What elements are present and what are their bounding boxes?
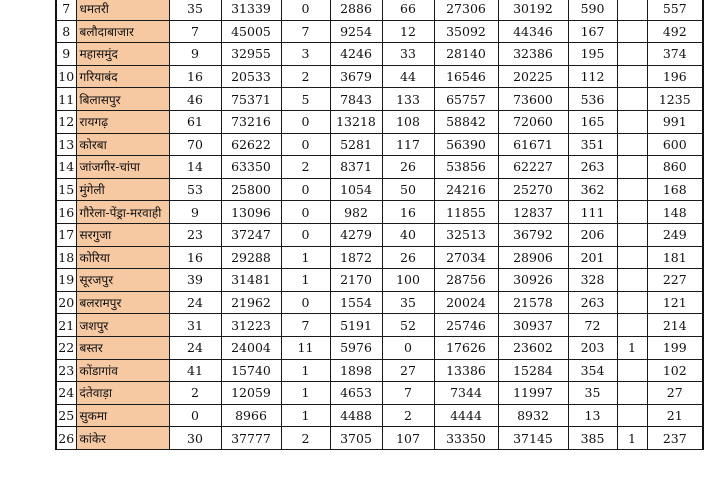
table-row: [56, 201, 703, 224]
serial-number-cell: 15: [56, 178, 76, 201]
value-cell: 72060: [498, 110, 568, 133]
value-cell: 362: [568, 178, 617, 201]
district-covid-table: [55, 0, 704, 450]
value-cell: 32955: [221, 43, 281, 66]
serial-number-cell: 20: [56, 291, 76, 314]
value-cell: 37777: [221, 427, 281, 450]
value-cell: 28756: [434, 269, 498, 292]
value-cell: 27034: [434, 246, 498, 269]
value-cell: [617, 65, 647, 88]
value-cell: 35: [382, 291, 434, 314]
value-cell: 13218: [330, 110, 382, 133]
value-cell: 16: [169, 246, 221, 269]
table-row: [56, 336, 703, 359]
district-name-cell: बलौदाबाजार: [76, 20, 169, 43]
value-cell: 991: [647, 110, 703, 133]
district-name-cell: कांकेर: [76, 427, 169, 450]
value-cell: 39: [169, 269, 221, 292]
serial-number-cell: 7: [56, 0, 76, 20]
value-cell: 11855: [434, 201, 498, 224]
value-cell: 4246: [330, 43, 382, 66]
value-cell: 66: [382, 0, 434, 20]
value-cell: [617, 314, 647, 337]
value-cell: 30: [169, 427, 221, 450]
value-cell: 32513: [434, 223, 498, 246]
value-cell: 5191: [330, 314, 382, 337]
value-cell: [617, 20, 647, 43]
value-cell: 28140: [434, 43, 498, 66]
value-cell: 16: [169, 65, 221, 88]
value-cell: 1: [617, 336, 647, 359]
value-cell: 50: [382, 178, 434, 201]
value-cell: 8371: [330, 156, 382, 179]
value-cell: 0: [169, 404, 221, 427]
value-cell: 100: [382, 269, 434, 292]
value-cell: 1898: [330, 359, 382, 382]
value-cell: 75371: [221, 88, 281, 111]
value-cell: 16: [382, 201, 434, 224]
value-cell: 36792: [498, 223, 568, 246]
value-cell: 102: [647, 359, 703, 382]
value-cell: 203: [568, 336, 617, 359]
value-cell: 227: [647, 269, 703, 292]
value-cell: 12: [382, 20, 434, 43]
serial-number-cell: 23: [56, 359, 76, 382]
value-cell: 70: [169, 133, 221, 156]
value-cell: [617, 133, 647, 156]
value-cell: 11: [281, 336, 330, 359]
value-cell: 63350: [221, 156, 281, 179]
value-cell: 13: [568, 404, 617, 427]
value-cell: 25800: [221, 178, 281, 201]
value-cell: 46: [169, 88, 221, 111]
value-cell: 7: [169, 20, 221, 43]
serial-number-cell: 14: [56, 156, 76, 179]
district-name-cell: जशपुर: [76, 314, 169, 337]
table-row: [56, 88, 703, 111]
value-cell: 1: [281, 404, 330, 427]
value-cell: 7344: [434, 382, 498, 405]
serial-number-cell: 10: [56, 65, 76, 88]
value-cell: 0: [281, 178, 330, 201]
value-cell: 61671: [498, 133, 568, 156]
serial-number-cell: 17: [56, 223, 76, 246]
value-cell: 167: [568, 20, 617, 43]
value-cell: 40: [382, 223, 434, 246]
value-cell: 3705: [330, 427, 382, 450]
table-row: [56, 382, 703, 405]
district-name-cell: गौरेला-पेंड्रा-मरवाही: [76, 201, 169, 224]
table-row: [56, 427, 703, 450]
value-cell: 62227: [498, 156, 568, 179]
district-name-cell: दंतेवाड़ा: [76, 382, 169, 405]
value-cell: [617, 0, 647, 20]
district-table-frame: [55, 0, 691, 477]
value-cell: 33350: [434, 427, 498, 450]
value-cell: 1: [281, 269, 330, 292]
value-cell: 263: [568, 291, 617, 314]
value-cell: 12059: [221, 382, 281, 405]
serial-number-cell: 16: [56, 201, 76, 224]
value-cell: 195: [568, 43, 617, 66]
value-cell: 1: [281, 382, 330, 405]
district-name-cell: सुकमा: [76, 404, 169, 427]
value-cell: 73600: [498, 88, 568, 111]
value-cell: 168: [647, 178, 703, 201]
value-cell: [617, 359, 647, 382]
value-cell: 24004: [221, 336, 281, 359]
district-name-cell: सूरजपुर: [76, 269, 169, 292]
serial-number-cell: 9: [56, 43, 76, 66]
serial-number-cell: 11: [56, 88, 76, 111]
value-cell: 860: [647, 156, 703, 179]
value-cell: 72: [568, 314, 617, 337]
value-cell: 16546: [434, 65, 498, 88]
value-cell: 8966: [221, 404, 281, 427]
value-cell: 5281: [330, 133, 382, 156]
value-cell: 982: [330, 201, 382, 224]
value-cell: 35: [568, 382, 617, 405]
district-name-cell: रायगढ़: [76, 110, 169, 133]
value-cell: 31481: [221, 269, 281, 292]
district-name-cell: महासमुंद: [76, 43, 169, 66]
value-cell: 62622: [221, 133, 281, 156]
value-cell: 12837: [498, 201, 568, 224]
value-cell: 37247: [221, 223, 281, 246]
value-cell: 9: [169, 201, 221, 224]
value-cell: 3: [281, 43, 330, 66]
value-cell: 4488: [330, 404, 382, 427]
value-cell: 27: [647, 382, 703, 405]
value-cell: 263: [568, 156, 617, 179]
value-cell: 7: [382, 382, 434, 405]
value-cell: [617, 291, 647, 314]
value-cell: 354: [568, 359, 617, 382]
value-cell: 11997: [498, 382, 568, 405]
value-cell: 536: [568, 88, 617, 111]
value-cell: 8932: [498, 404, 568, 427]
value-cell: 9254: [330, 20, 382, 43]
value-cell: 0: [281, 201, 330, 224]
serial-number-cell: 25: [56, 404, 76, 427]
value-cell: 25270: [498, 178, 568, 201]
value-cell: 557: [647, 0, 703, 20]
serial-number-cell: 12: [56, 110, 76, 133]
value-cell: 2: [281, 65, 330, 88]
district-name-cell: जांजगीर-चांपा: [76, 156, 169, 179]
value-cell: 31339: [221, 0, 281, 20]
serial-number-cell: 22: [56, 336, 76, 359]
table-row: [56, 178, 703, 201]
value-cell: 32386: [498, 43, 568, 66]
value-cell: 35092: [434, 20, 498, 43]
value-cell: 20225: [498, 65, 568, 88]
value-cell: 53: [169, 178, 221, 201]
value-cell: 23: [169, 223, 221, 246]
value-cell: 35: [169, 0, 221, 20]
value-cell: 15740: [221, 359, 281, 382]
table-row: [56, 359, 703, 382]
district-name-cell: धमतरी: [76, 0, 169, 20]
value-cell: 0: [281, 291, 330, 314]
value-cell: 3679: [330, 65, 382, 88]
value-cell: 0: [281, 0, 330, 20]
value-cell: [617, 43, 647, 66]
table-body: [56, 0, 703, 449]
value-cell: 61: [169, 110, 221, 133]
value-cell: 24216: [434, 178, 498, 201]
district-name-cell: बलरामपुर: [76, 291, 169, 314]
value-cell: 181: [647, 246, 703, 269]
value-cell: [617, 223, 647, 246]
value-cell: 20533: [221, 65, 281, 88]
value-cell: 13386: [434, 359, 498, 382]
value-cell: 1872: [330, 246, 382, 269]
value-cell: 0: [281, 110, 330, 133]
value-cell: 27306: [434, 0, 498, 20]
table-row: [56, 246, 703, 269]
value-cell: 2: [281, 427, 330, 450]
value-cell: 199: [647, 336, 703, 359]
serial-number-cell: 13: [56, 133, 76, 156]
value-cell: 4279: [330, 223, 382, 246]
value-cell: 4444: [434, 404, 498, 427]
value-cell: 201: [568, 246, 617, 269]
value-cell: 15284: [498, 359, 568, 382]
value-cell: 9: [169, 43, 221, 66]
value-cell: 1054: [330, 178, 382, 201]
value-cell: 65757: [434, 88, 498, 111]
district-name-cell: कोरिया: [76, 246, 169, 269]
value-cell: 21578: [498, 291, 568, 314]
value-cell: 30937: [498, 314, 568, 337]
value-cell: [617, 246, 647, 269]
value-cell: 5: [281, 88, 330, 111]
table-row: [56, 43, 703, 66]
value-cell: [617, 178, 647, 201]
value-cell: 117: [382, 133, 434, 156]
value-cell: [617, 382, 647, 405]
table-row: [56, 404, 703, 427]
value-cell: 1: [281, 359, 330, 382]
value-cell: 4653: [330, 382, 382, 405]
value-cell: 30192: [498, 0, 568, 20]
value-cell: [617, 88, 647, 111]
value-cell: 600: [647, 133, 703, 156]
value-cell: 112: [568, 65, 617, 88]
value-cell: [617, 201, 647, 224]
value-cell: 45005: [221, 20, 281, 43]
district-name-cell: बस्तर: [76, 336, 169, 359]
value-cell: 5976: [330, 336, 382, 359]
value-cell: 374: [647, 43, 703, 66]
value-cell: 41: [169, 359, 221, 382]
serial-number-cell: 19: [56, 269, 76, 292]
value-cell: 0: [281, 133, 330, 156]
value-cell: 37145: [498, 427, 568, 450]
value-cell: 44: [382, 65, 434, 88]
value-cell: 206: [568, 223, 617, 246]
value-cell: 148: [647, 201, 703, 224]
table-row: [56, 314, 703, 337]
value-cell: 31: [169, 314, 221, 337]
value-cell: 30926: [498, 269, 568, 292]
value-cell: 214: [647, 314, 703, 337]
value-cell: 2: [382, 404, 434, 427]
value-cell: 2170: [330, 269, 382, 292]
district-name-cell: कोंडागांव: [76, 359, 169, 382]
value-cell: 58842: [434, 110, 498, 133]
value-cell: 1235: [647, 88, 703, 111]
value-cell: 2886: [330, 0, 382, 20]
value-cell: 0: [382, 336, 434, 359]
value-cell: 2: [169, 382, 221, 405]
value-cell: 108: [382, 110, 434, 133]
value-cell: 24: [169, 336, 221, 359]
value-cell: 492: [647, 20, 703, 43]
value-cell: 196: [647, 65, 703, 88]
value-cell: 165: [568, 110, 617, 133]
district-name-cell: बिलासपुर: [76, 88, 169, 111]
value-cell: 13096: [221, 201, 281, 224]
table-row: [56, 20, 703, 43]
serial-number-cell: 26: [56, 427, 76, 450]
district-name-cell: गरियाबंद: [76, 65, 169, 88]
serial-number-cell: 21: [56, 314, 76, 337]
table-row: [56, 156, 703, 179]
value-cell: 1: [617, 427, 647, 450]
value-cell: 7: [281, 314, 330, 337]
table-row: [56, 269, 703, 292]
value-cell: 25746: [434, 314, 498, 337]
value-cell: 33: [382, 43, 434, 66]
serial-number-cell: 18: [56, 246, 76, 269]
value-cell: 24: [169, 291, 221, 314]
value-cell: 31223: [221, 314, 281, 337]
table-row: [56, 291, 703, 314]
value-cell: 351: [568, 133, 617, 156]
value-cell: 52: [382, 314, 434, 337]
value-cell: 1554: [330, 291, 382, 314]
value-cell: 21: [647, 404, 703, 427]
value-cell: 56390: [434, 133, 498, 156]
table-row: [56, 110, 703, 133]
value-cell: 23602: [498, 336, 568, 359]
value-cell: 385: [568, 427, 617, 450]
value-cell: 107: [382, 427, 434, 450]
district-name-cell: सरगुजा: [76, 223, 169, 246]
value-cell: 1: [281, 246, 330, 269]
value-cell: [617, 269, 647, 292]
value-cell: 44346: [498, 20, 568, 43]
district-name-cell: मुंगेली: [76, 178, 169, 201]
value-cell: 26: [382, 156, 434, 179]
value-cell: 17626: [434, 336, 498, 359]
value-cell: [617, 110, 647, 133]
value-cell: 328: [568, 269, 617, 292]
value-cell: 237: [647, 427, 703, 450]
value-cell: 29288: [221, 246, 281, 269]
value-cell: 53856: [434, 156, 498, 179]
table-row: [56, 0, 703, 20]
value-cell: 7: [281, 20, 330, 43]
district-name-cell: कोरबा: [76, 133, 169, 156]
serial-number-cell: 8: [56, 20, 76, 43]
serial-number-cell: 24: [56, 382, 76, 405]
value-cell: 133: [382, 88, 434, 111]
table-row: [56, 223, 703, 246]
value-cell: 7843: [330, 88, 382, 111]
value-cell: 0: [281, 223, 330, 246]
value-cell: 121: [647, 291, 703, 314]
value-cell: 111: [568, 201, 617, 224]
value-cell: 26: [382, 246, 434, 269]
value-cell: 20024: [434, 291, 498, 314]
value-cell: 73216: [221, 110, 281, 133]
value-cell: 14: [169, 156, 221, 179]
value-cell: [617, 404, 647, 427]
table-row: [56, 65, 703, 88]
value-cell: [617, 156, 647, 179]
value-cell: 21962: [221, 291, 281, 314]
value-cell: 2: [281, 156, 330, 179]
table-row: [56, 133, 703, 156]
value-cell: 28906: [498, 246, 568, 269]
value-cell: 590: [568, 0, 617, 20]
value-cell: 27: [382, 359, 434, 382]
value-cell: 249: [647, 223, 703, 246]
